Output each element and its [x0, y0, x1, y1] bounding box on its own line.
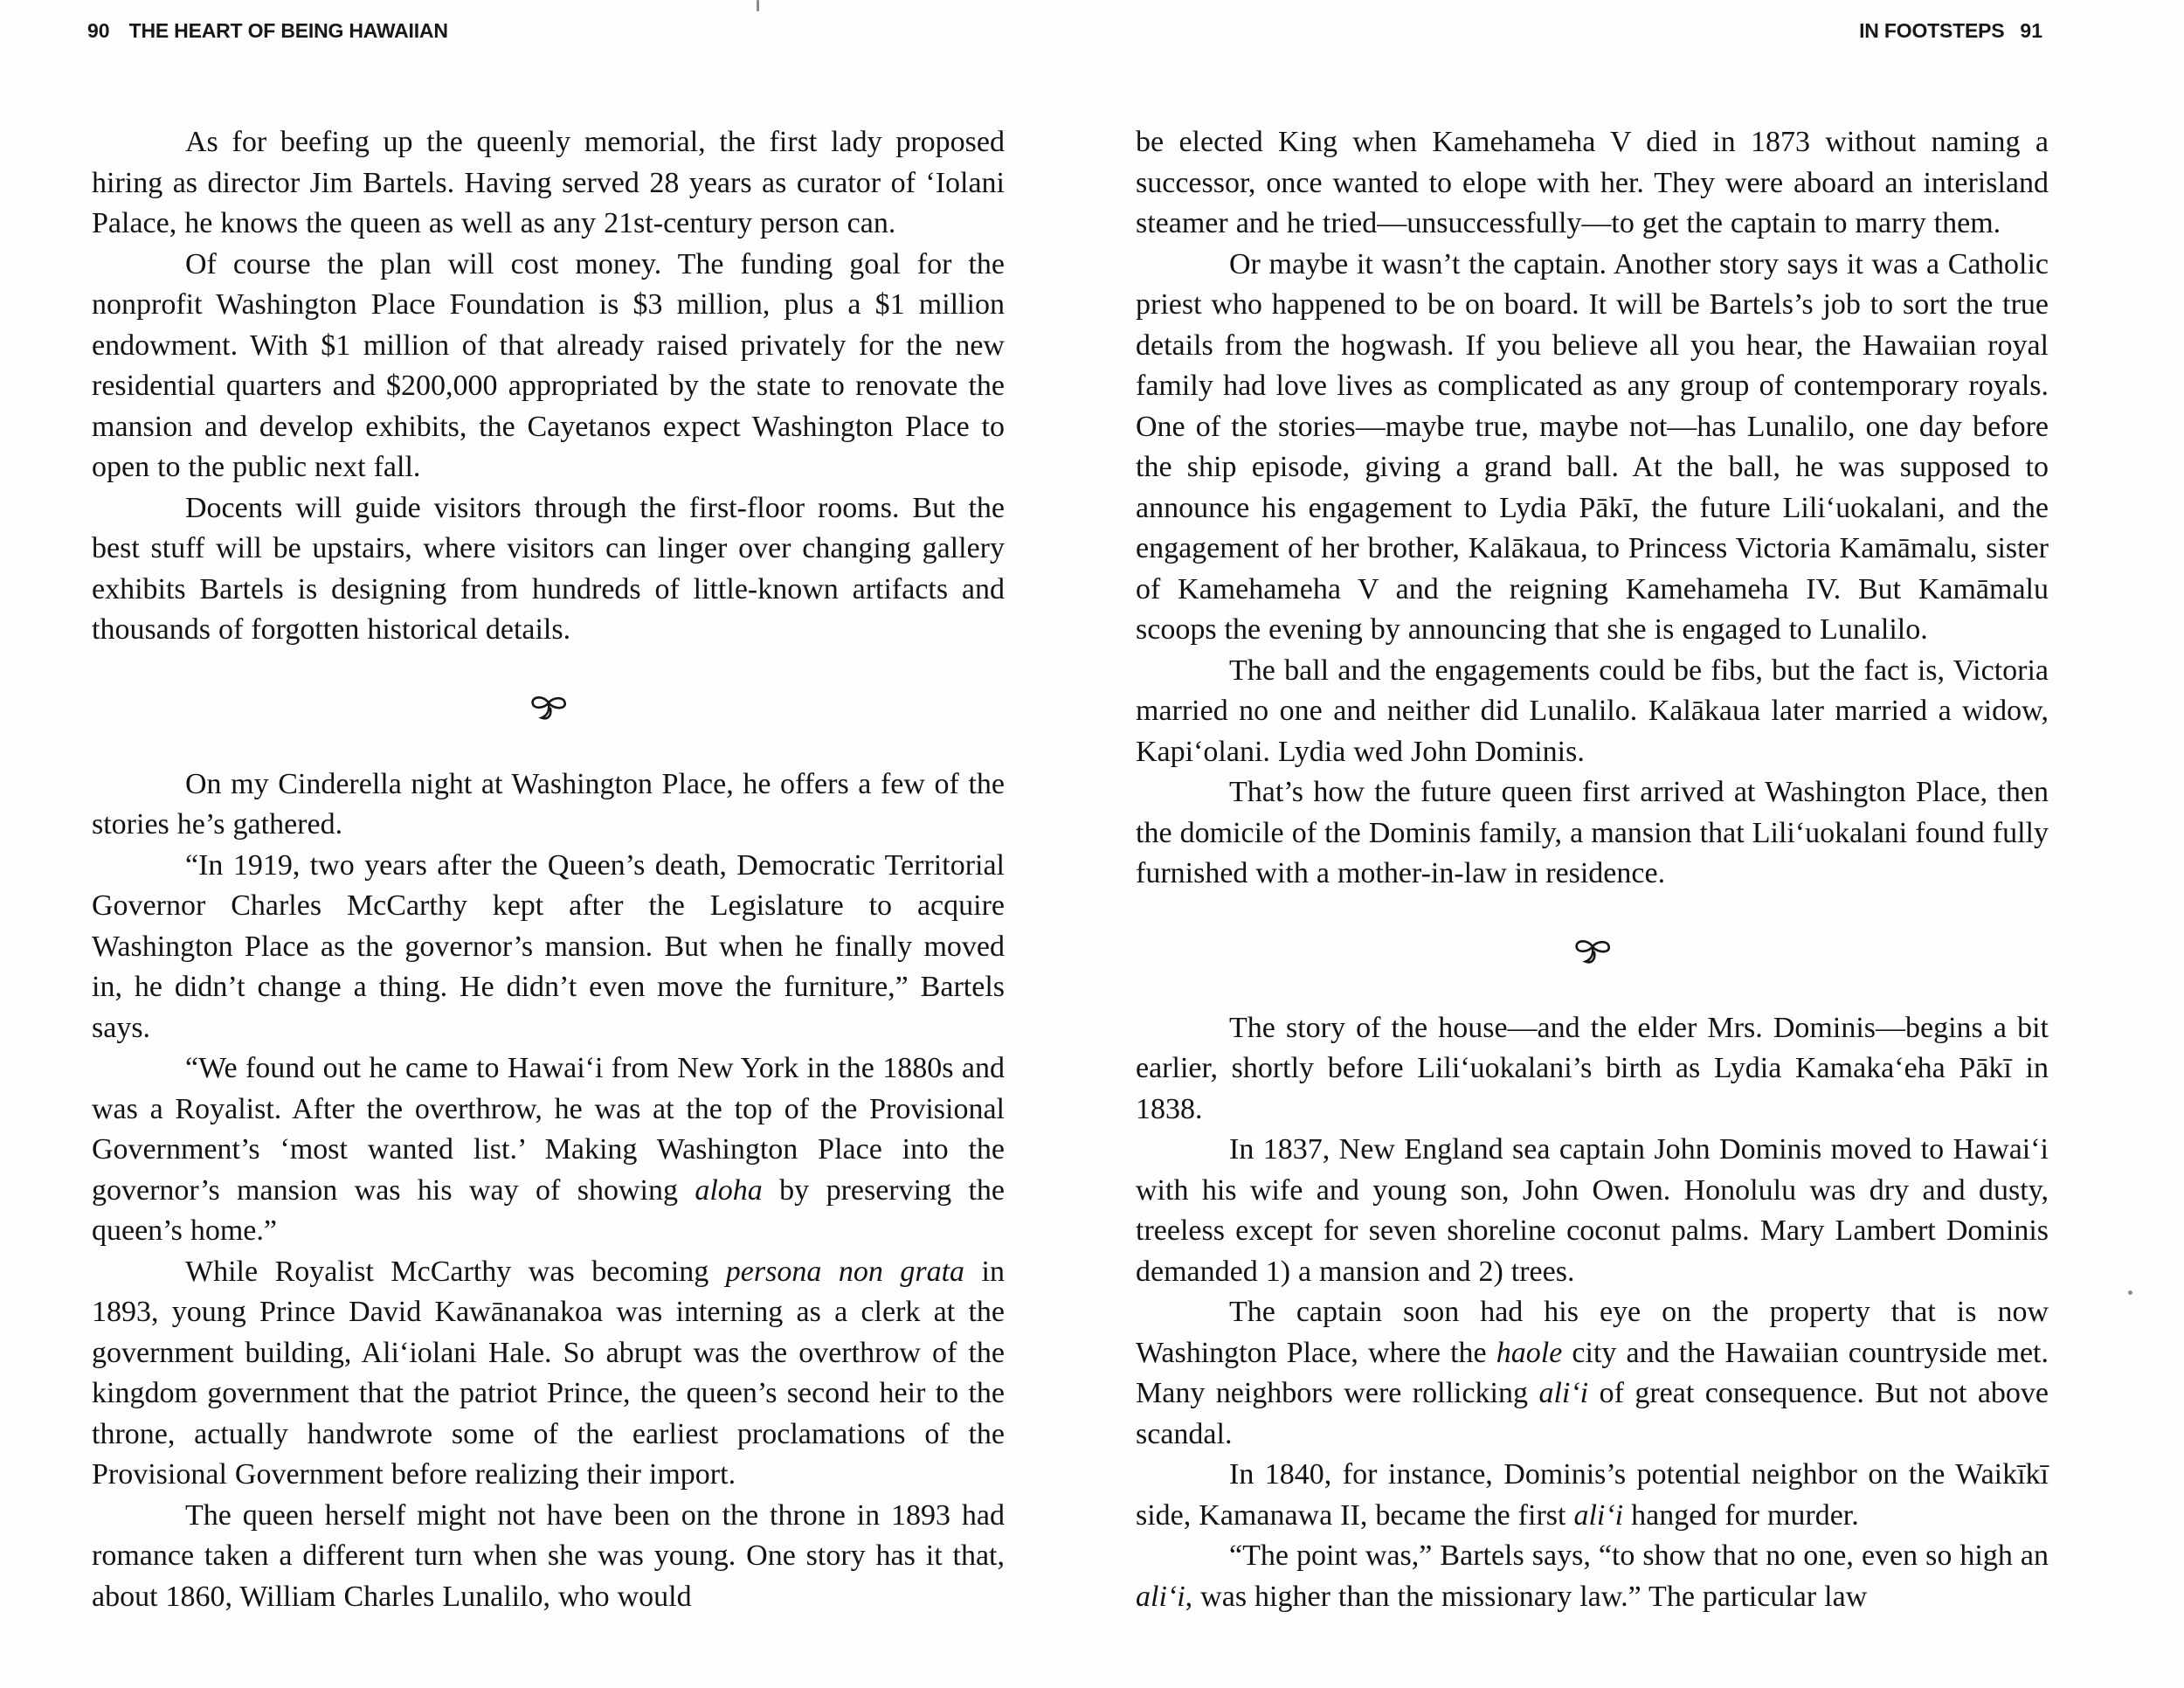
left-page-column — [92, 122, 1005, 1617]
paragraph — [1136, 122, 2049, 245]
text-run: be elected King when Kamehameha V died in 1873 without naming a successor, once wanted to elope with her. They were aboard an interisland steamer and he tried—unsuccessfully—to get the captain to marry them. — [1136, 126, 2049, 239]
paragraph — [92, 1252, 1005, 1496]
text-run: The ball and the engagements could be fibs, but the fact is, Victoria married no one and neither did Lunalilo. Kalākaua later married a widow, Kapi‘olani. Lydia wed John Dominis. — [1136, 654, 2049, 768]
paragraph — [92, 1048, 1005, 1252]
text-run: On my Cinderella night at Washington Place, he offers a few of the stories he’s gathered. — [92, 767, 1005, 841]
fleuron-ornament — [1136, 935, 2049, 970]
italic-text-run: ali‘i — [1136, 1580, 1185, 1613]
italic-text-run: haole — [1496, 1336, 1563, 1369]
scan-artifact — [757, 0, 759, 11]
text-run: “The point was,” Bartels says, “to show that no one, even so high an — [1229, 1539, 2049, 1572]
text-run: In 1840, for instance, Dominis’s potential neighbor on the Waikīkī side, Kamanawa II, became the first — [1136, 1458, 2049, 1532]
text-run: hanged for murder. — [1623, 1498, 1859, 1532]
text-run: “In 1919, two years after the Queen’s death, Democratic Territorial Governor Charles McCarthy kept after the Legislature to acquire Washington Place as the governor’s mansion. But when he finally moved in, he didn’t change a thing. He didn’t even move the furniture,” Bartels says. — [92, 848, 1005, 1044]
fleuron-ornament — [92, 691, 1005, 726]
text-run: of great consequence. But not above scandal. — [1136, 1377, 2049, 1450]
text-run: While Royalist McCarthy was becoming — [185, 1255, 726, 1288]
paragraph — [1136, 651, 2049, 773]
paragraph — [92, 488, 1005, 651]
paragraph — [1136, 1536, 2049, 1617]
paragraph — [92, 846, 1005, 1049]
paragraph — [1136, 245, 2049, 651]
text-run: The queen herself might not have been on the throne in 1893 had romance taken a different turn when she was young. One story has it that, about 1860, William Charles Lunalilo, who would — [92, 1498, 1005, 1613]
paragraph — [1136, 1008, 2049, 1131]
text-run: by preserving the queen’s home.” — [92, 1173, 1005, 1247]
paragraph — [92, 1496, 1005, 1618]
italic-text-run: ali‘i — [1538, 1377, 1589, 1409]
text-run: in 1893, young Prince David Kawānanakoa was interning as a clerk at the government building, Ali‘iolani Hale. So abrupt was the overthrow of the kingdom government that the patriot Prince, the queen’s second heir to the throne, actually handwrote some of the earliest proclamations of the Provisional Government before realizing their import. — [92, 1255, 1006, 1491]
text-run: city and the Hawaiian countryside met. Many neighbors were rollicking — [1136, 1336, 2049, 1409]
right-running-header — [1859, 19, 2042, 43]
fleuron-icon — [526, 691, 571, 726]
italic-text-run: aloha — [695, 1173, 763, 1207]
text-run: That’s how the future queen first arrived at Washington Place, then the domicile of the Dominis family, a mansion that Lili‘uokalani found fully furnished with a mother-in-law in residence. — [1136, 776, 2049, 889]
text-run: The captain soon had his eye on the property that is now Washington Place, where the — [1136, 1296, 2049, 1369]
left-running-title: THE HEART OF BEING HAWAIIAN — [128, 19, 448, 42]
text-run: The story of the house—and the elder Mrs. Dominis—begins a bit earlier, shortly before Lili‘uokalani’s birth as Lydia Kamaka‘eha Pākī in 1838. — [1136, 1011, 2049, 1125]
text-run: Or maybe it wasn’t the captain. Another story says it was a Catholic priest who happened to be on board. It will be Bartels’s job to sort the true details from the hogwash. If you believe all you hear, the Hawaiian royal family had love lives as complicated as any group of contemporary royals. One of the stories—maybe true, maybe not—has Lunalilo, one day before the ship episode, giving a grand ball. At the ball, he was supposed to announce his engagement to Lydia Pākī, the future Lili‘uokalani, and the engagement of her brother, Kalākaua, to Princess Victoria Kamāmalu, sister of Kamehameha V and the reigning Kamehameha IV. But Kamāmalu scoops the evening by announcing that she is engaged to Lunalilo. — [1136, 247, 2049, 646]
paragraph — [1136, 772, 2049, 895]
text-run: “We found out he came to Hawai‘i from New York in the 1880s and was a Royalist. After the overthrow, he was at the top of the Provisional Government’s ‘most wanted list.’ Making Washington Place into the governor’s mansion was his way of showing — [92, 1052, 1005, 1207]
italic-text-run: persona non grata — [725, 1255, 965, 1288]
text-run: As for beefing up the queenly memorial, the first lady proposed hiring as director Jim Bartels. Having served 28 years as curator of ‘Iolani Palace, he knows the queen as well as any 21st-century person can. — [92, 126, 1005, 239]
paragraph — [1136, 1292, 2049, 1455]
text-run: , was higher than the missionary law.” The particular law — [1185, 1580, 1868, 1613]
left-running-header — [87, 19, 448, 43]
right-running-title: IN FOOTSTEPS — [1859, 19, 2005, 42]
left-page-number: 90 — [87, 19, 110, 42]
text-run: Docents will guide visitors through the first-floor rooms. But the best stuff will be upstairs, where visitors can linger over changing gallery exhibits Bartels is designing from hundreds of little-known artifacts and thousands of forgotten historical details. — [92, 491, 1005, 646]
text-run: In 1837, New England sea captain John Dominis moved to Hawai‘i with his wife and young son, John Owen. Honolulu was dry and dusty, treeless except for seven shoreline coconut palms. Mary Lambert Dominis demanded 1) a mansion and 2) trees. — [1136, 1133, 2049, 1288]
right-page-number: 91 — [2020, 19, 2042, 42]
scan-artifact — [2128, 1290, 2132, 1295]
paragraph — [92, 122, 1005, 245]
paragraph — [1136, 1455, 2049, 1536]
right-page-column — [1136, 122, 2049, 1617]
italic-text-run: ali‘i — [1573, 1498, 1624, 1532]
paragraph — [1136, 1130, 2049, 1292]
fleuron-icon — [1570, 935, 1615, 970]
paragraph — [92, 245, 1005, 488]
text-run: Of course the plan will cost money. The funding goal for the nonprofit Washington Place Foundation is $3 million, plus a $1 million endowment. With $1 million of that already raised privately for the new residential quarters and $200,000 appropriated by the state to renovate the mansion and develop exhibits, the Cayetanos expect Washington Place to open to the public next fall. — [92, 247, 1005, 483]
paragraph — [92, 764, 1005, 846]
